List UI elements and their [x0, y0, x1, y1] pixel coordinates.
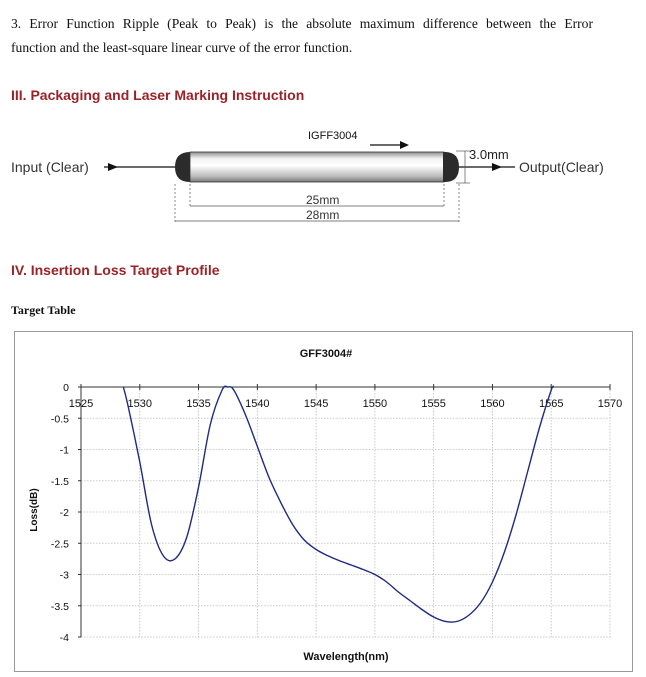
y-tick-label: -3.5: [50, 600, 69, 613]
tube-right-cap: [443, 152, 459, 182]
section-heading-insertion-loss: IV. Insertion Loss Target Profile: [11, 262, 220, 278]
output-label: Output(Clear): [519, 159, 604, 175]
part-marking-label: IGFF3004: [308, 130, 358, 142]
tube-body: [190, 152, 444, 182]
x-tick-label: 1560: [480, 398, 505, 410]
intro-paragraph: [11, 12, 593, 60]
loss-series-line: [123, 386, 553, 622]
input-label: Input (Clear): [11, 159, 89, 175]
y-tick-label: -3: [59, 569, 69, 582]
y-axis-label: Loss(dB): [29, 488, 40, 532]
y-tick-label: -2: [59, 507, 69, 519]
insertion-loss-chart: [15, 332, 632, 671]
length-inner-label: 25mm: [306, 193, 340, 207]
y-tick-label: 0: [63, 382, 69, 394]
x-tick-label: 1555: [421, 398, 446, 410]
length-outer-label: 28mm: [306, 208, 340, 222]
x-tick-label: 1570: [597, 398, 623, 410]
y-tick-label: -1: [59, 444, 69, 457]
y-tick-label: -4: [59, 632, 69, 644]
y-tick-label: -1.5: [50, 475, 69, 488]
x-tick-label: 1550: [362, 398, 388, 410]
x-axis-label: Wavelength(nm): [303, 651, 389, 663]
x-tick-label: 1535: [186, 398, 211, 410]
output-arrow-head: [492, 163, 502, 171]
tube-left-cap: [175, 152, 191, 182]
input-arrow-head: [108, 163, 118, 171]
x-tick-label: 1525: [68, 398, 94, 410]
x-tick-label: 1530: [127, 398, 153, 410]
intro-line-2: function and the least-square linear curve of the error function.: [11, 40, 353, 55]
x-tick-label: 1565: [538, 398, 564, 410]
chart-frame: [14, 331, 633, 672]
intro-line-1: 3. Error Function Ripple (Peak to Peak) is the absolute maximum difference between the Error: [11, 16, 593, 31]
direction-arrow-head: [400, 141, 409, 149]
target-table-label: Target Table: [11, 303, 76, 317]
y-tick-label: -0.5: [50, 413, 69, 426]
x-tick-label: 1545: [303, 398, 329, 410]
y-tick-label: -2.5: [50, 538, 69, 551]
chart-title: GFF3004#: [299, 348, 353, 360]
section-heading-packaging: III. Packaging and Laser Marking Instruction: [11, 87, 305, 103]
diameter-label: 3.0mm: [469, 147, 509, 162]
x-tick-label: 1540: [245, 398, 270, 410]
package-diagram: [0, 120, 646, 230]
